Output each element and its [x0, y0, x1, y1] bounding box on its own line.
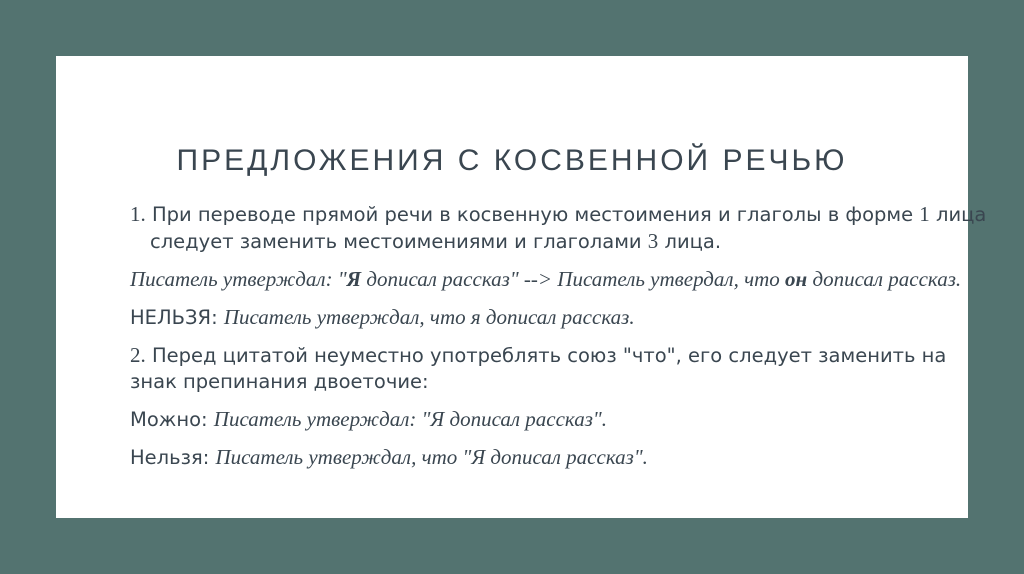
- example-3-text: Писатель утверждал: "Я дописал рассказ".: [213, 407, 607, 431]
- rule-2: [130, 342, 990, 395]
- rule-1-digit-a: 1: [919, 202, 930, 226]
- rule-1-number: 1.: [130, 202, 146, 226]
- rule-1-text-b: лица следует заменить местоимениями и глаголами: [150, 203, 987, 253]
- example-1: [130, 266, 990, 293]
- slide-title: ПРЕДЛОЖЕНИЯ С КОСВЕННОЙ РЕЧЬЮ: [176, 144, 848, 177]
- example-2: [130, 304, 990, 331]
- example-4-text: Писатель утверждал, что "Я дописал рассказ".: [215, 445, 648, 469]
- example-1-bold-pronoun: Я: [346, 267, 362, 291]
- slide-body: [130, 201, 990, 482]
- rule-1: [130, 201, 990, 255]
- rule-2-number: 2.: [130, 343, 146, 367]
- rule-1-text-c: лица.: [658, 230, 722, 253]
- example-4-label: Нельзя:: [130, 446, 216, 469]
- example-3: [130, 406, 990, 433]
- slide: [56, 56, 987, 518]
- example-1-prefix: Писатель утверждал: ": [130, 267, 347, 291]
- rule-2-text: Перед цитатой неуместно употреблять союз "что", его следует заменить на знак препинания двоеточие:: [130, 344, 947, 393]
- example-2-text: Писатель утверждал, что я дописал рассказ.: [223, 305, 635, 329]
- example-1-mid: дописал рассказ" --> Писатель утвердал, что: [361, 267, 786, 291]
- rule-1-digit-b: 3: [647, 229, 659, 253]
- example-3-label: Можно:: [130, 408, 214, 431]
- example-1-end: дописал рассказ.: [807, 267, 962, 291]
- rule-1-text-a: При переводе прямой речи в косвенную местоимения и глаголы в форме: [151, 203, 920, 226]
- example-1-bold-he: он: [785, 267, 808, 291]
- example-2-label: НЕЛЬЗЯ:: [130, 306, 224, 329]
- example-4: [130, 444, 990, 471]
